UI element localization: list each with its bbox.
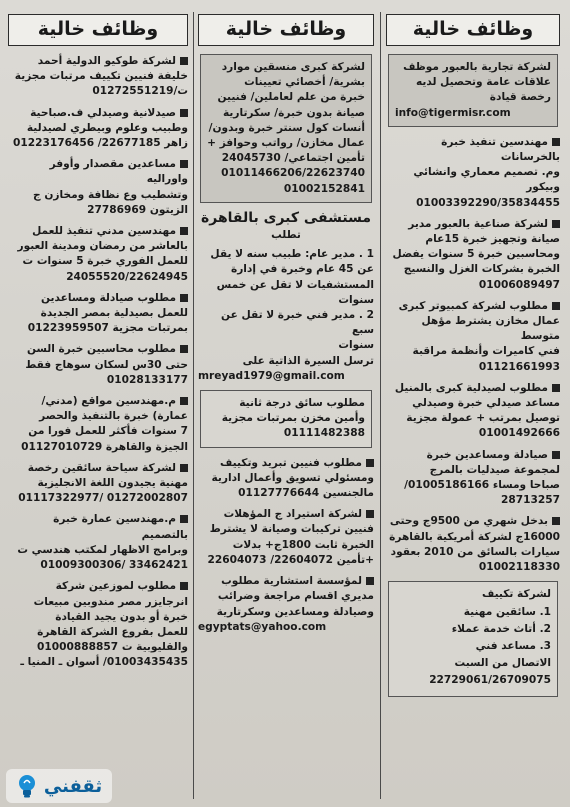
classified-ad: م.مهندسين مواقع (مدني/ عمارة) خبرة بالتنفيذ والحصر 7 سنوات فأكثر للعمل فورا من الجيزة والقاهرة 01127010729 xyxy=(21,395,188,453)
bullet-icon xyxy=(552,451,560,459)
bullet-icon xyxy=(552,220,560,228)
bullet-icon xyxy=(180,582,188,590)
classified-ad: مطلوب لموزعين شركة انرجايزر مصر مندوبين مبيعات خبرة أو بدون يجيد القيادة للعمل بفروع الشركة القاهرة والقليوبية ت 01000888857 01003435435/ أسوان ـ المنيا ـ xyxy=(20,580,188,669)
bullet-icon xyxy=(180,294,188,302)
bullet-icon xyxy=(366,459,374,467)
logo-text: ثقفني xyxy=(43,775,103,797)
ad-box: لشركة تجارية بالعبور موظف علاقات عامة وتحصيل لديه رخصة قيادة info@tigermisr.com xyxy=(388,54,558,127)
classified-ad: مطلوب صيادلة ومساعدين للعمل بصيدلية بمصر الجديدة بمرتبات مجزية 01223959507 xyxy=(27,291,188,335)
bullet-icon xyxy=(180,464,188,472)
section-header: وظائف خالية xyxy=(8,14,188,46)
classified-ad: مساعدين مقصدار وأوفر واوراليه وتشطيب وع نظافة ومخازن ج الزيتون 27786969 xyxy=(33,158,188,216)
section-header: وظائف خالية xyxy=(198,14,374,46)
classified-ad: مهندسين تنفيذ خبرة بالخرسانات وم. تصميم معماري وانشائي وبيكور 01003392290/35834455 xyxy=(413,135,560,209)
bullet-icon xyxy=(180,515,188,523)
column-divider xyxy=(193,12,194,799)
classified-ad: صيدلانية وصيدلي ف.صباحية وطبيب وعلوم وبيطري لصيدلية زاهر 22677185/ 01223176456 xyxy=(13,106,188,150)
bullet-icon xyxy=(366,577,374,585)
bullet-icon xyxy=(180,57,188,65)
bullet-icon xyxy=(180,109,188,117)
email-link[interactable]: mreyad1979@gmail.com xyxy=(198,369,345,382)
bullet-icon xyxy=(180,227,188,235)
bullet-icon xyxy=(552,302,560,310)
classified-ad: لشركة سياحة سائقين رخصة مهنية يجيدون اللغة الانجليزية 01117322977/ 01272002807 xyxy=(18,461,188,505)
classified-ad: بدخل شهري من 9500ج وحتى 16000ج لشركة أمريكية بالقاهرة سيارات بالسائق من 2010 بعقود 01002118330 xyxy=(389,515,560,574)
column-left xyxy=(8,14,188,799)
classified-ad: مهندسين مدني تنفيذ للعمل بالعاشر من رمضان ومدينة العبور للعمل الفوري خبرة 5 سنوات ت 24055520/22624945 xyxy=(17,225,188,283)
ad-box: لشركة كبرى منسقين موارد بشرية/ أخصائي تعيينات خبرة من علم لعاملين/ فنيين صيانة بدون خبرة/ سكرتارية أنسات كول سنتر خبرة وبدون/ عمال مخازن/ رواتب وحوافز + تأمين اجتماعي/ 24045730 01011466206/22623740 01002152841 xyxy=(200,54,372,203)
lightbulb-icon xyxy=(16,773,38,799)
classified-ad: صيادلة ومساعدين خبرة لمجموعة صيدليات بالمرج صباحا ومساء 01005186166/ 28713257 xyxy=(404,448,560,507)
bullet-icon xyxy=(180,345,188,353)
column-middle xyxy=(198,14,374,799)
classified-ad: لشركة طوكيو الدولية أحمد خليفة فنيين تكييف مرتبات مجزية ت/01272551219 xyxy=(14,55,188,98)
ad-box: لشركة تكييف 1. سائقين مهنية 2. أتاث خدمة عملاء 3. مساعد فني الاتصال من السبت 22729061/26709075 xyxy=(388,581,558,696)
bullet-icon xyxy=(366,510,374,518)
classified-ad: مطلوب محاسبين خبرة السن حتى 30س لسكان سوهاج فقط 01028133177 xyxy=(25,343,188,386)
classified-ad: مطلوب لصيدلية كبرى بالمنيل مساعد صيدلي خبرة وصيدلي توصيل بمرتب + عمولة مجزية 01001492666 xyxy=(394,381,560,440)
bullet-icon xyxy=(180,160,188,168)
column-divider xyxy=(380,12,381,799)
classified-ad: لشركة استيراد ج المؤهلات فنيين تركيبات وصيانة لا يشترط الخبرة ثابت 1800ج+ بدلات +تأمين 22604072/ 22604073 xyxy=(207,508,374,566)
bullet-icon xyxy=(552,384,560,392)
classified-ad: مطلوب لشركة كمبيوتر كبرى عمال مخازن يشترط مؤهل متوسط فني كاميرات وأنظمة مراقبة 01121661993 xyxy=(398,299,560,373)
bullet-icon xyxy=(552,138,560,146)
bullet-icon xyxy=(552,517,560,525)
classified-ad: لشركة صناعية بالعبور مدير صيانة وتجهيز خبرة 15عام ومحاسبين خبرة 5 سنوات يفضل الخبرة بشركات الغزل والنسيج 01006089497 xyxy=(392,217,560,291)
bullet-icon xyxy=(180,397,188,405)
column-right xyxy=(386,14,560,799)
classified-ad: م.مهندسين عمارة خبرة بالتصميم وبرامج الاظهار لمكتب هندسي ت 01009300306/ 33462421 xyxy=(17,513,188,572)
ad-box: مطلوب سائق درجة ثانية وأمين مخزن بمرتبات مجزية 01111482388 xyxy=(200,390,372,448)
ad-subtitle: تطلب xyxy=(271,229,301,242)
classified-ad: لمؤسسة استشارية مطلوب مديري اقسام مراجعة وضرائب وصيادلة ومساعدين وسكرتارية egyptats@yahoo.com xyxy=(198,574,374,635)
ad-title: مستشفى كبرى بالقاهرة xyxy=(200,209,372,226)
classified-ad: مطلوب فنيين تبريد وتكييف ومسئولي تسويق وأعمال ادارية مالجنسين 01127776644 xyxy=(211,456,374,500)
site-logo[interactable] xyxy=(6,769,112,803)
email-link[interactable]: egyptats@yahoo.com xyxy=(198,620,327,633)
classified-ad: 1 . مدير عام: طبيب سنه لا يقل عن 45 عام وخبرة في إدارة المستشفيات لا تقل عن خمس سنوات 2 . مدير فني خبرة لا تقل عن سبع سنوات ترسل السيرة الذاتية على mreyad1979@gmail.com xyxy=(198,247,374,384)
section-header: وظائف خالية xyxy=(386,14,560,46)
email-link[interactable]: info@tigermisr.com xyxy=(395,106,511,119)
